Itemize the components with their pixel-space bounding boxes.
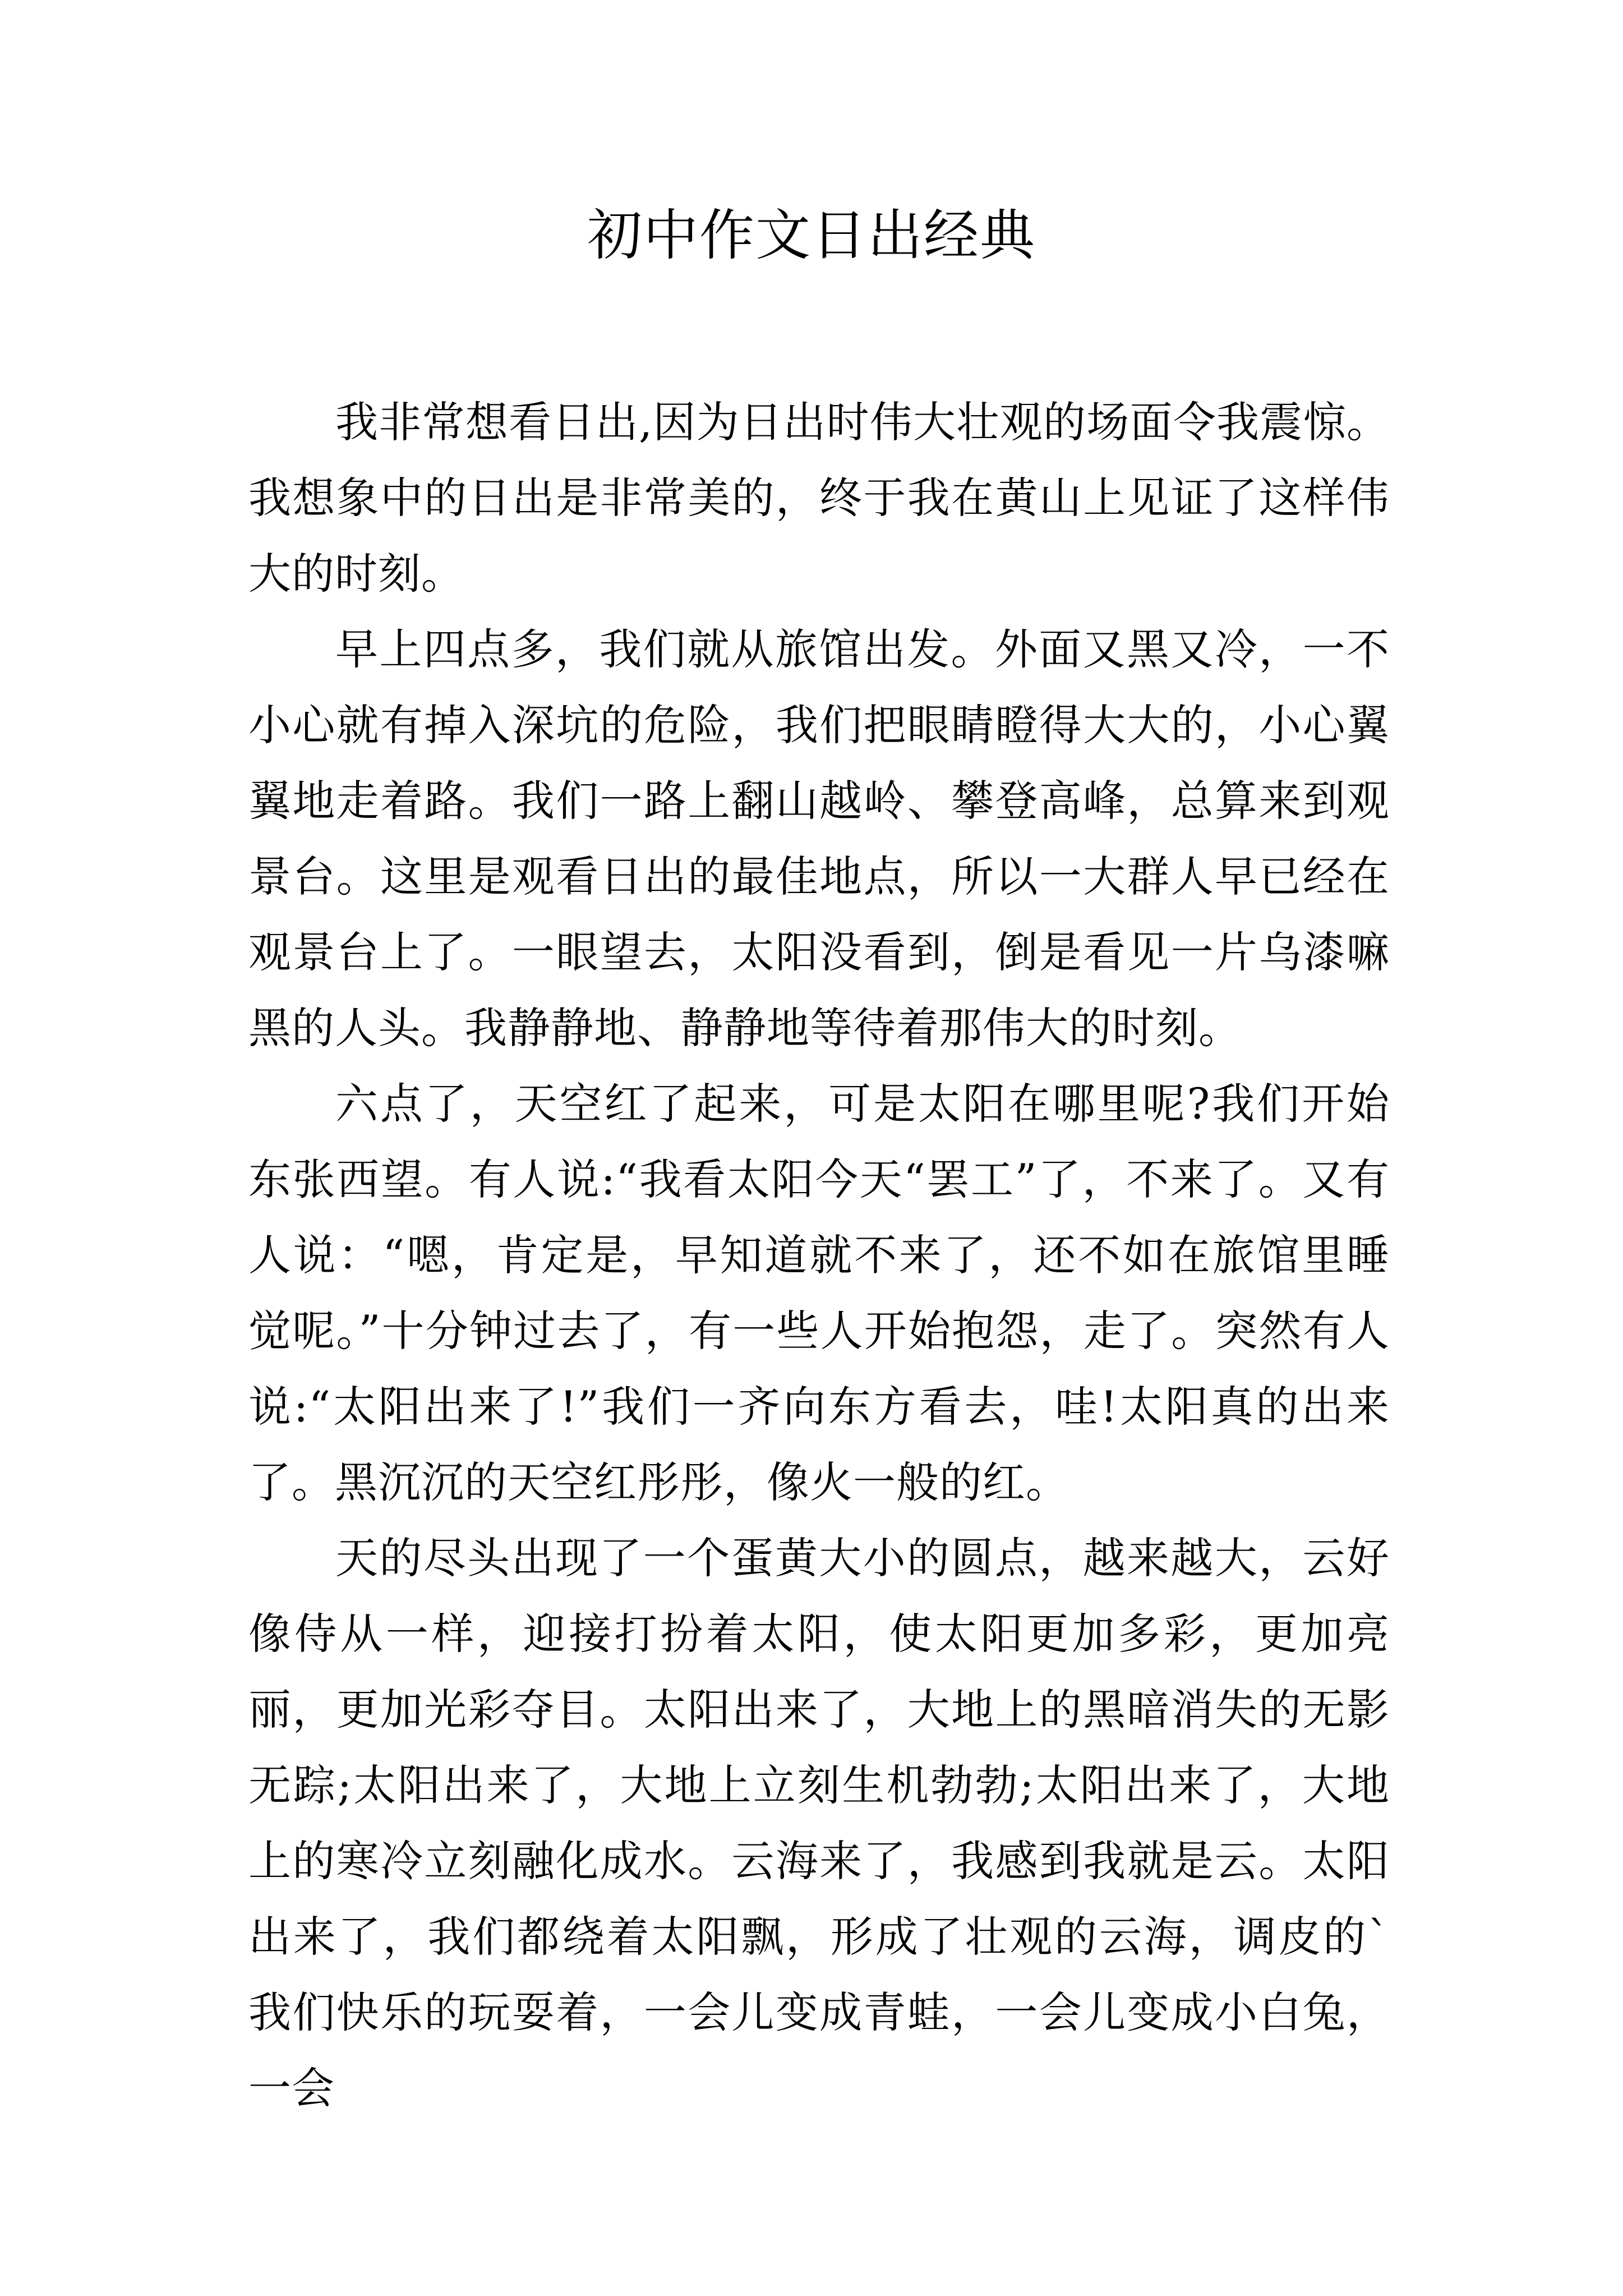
paragraph: 早上四点多，我们就从旅馆出发。外面又黑又冷，一不小心就有掉入深坑的危险，我们把眼睛瞪得大大的，小心翼翼地走着路。我们一路上翻山越岭、攀登高峰，总算来到观景台。这里是观看日出的最佳地点，所以一大群人早已经在观景台上了。一眼望去，太阳没看到，倒是看见一片乌漆嘛黑的人头。我静静地、静静地等待着那伟大的时刻。 (248, 624, 1390, 1053)
document-title: 初中作文日出经典 (587, 204, 1036, 268)
paragraph: 六点了，天空红了起来，可是太阳在哪里呢?我们开始东张西望。有人说:“我看太阳今天“罢工”了，不来了。又有人说：“嗯，肯定是，早知道就不来了，还不如在旅馆里睡觉呢。”十分钟过去了，有一些人开始抱怨，走了。突然有人说:“太阳出来了!”我们一齐向东方看去，哇!太阳真的出来了。黑沉沉的天空红彤彤，像火一般的红。 (248, 1079, 1390, 1507)
document-body (248, 384, 1390, 2126)
paragraph: 天的尽头出现了一个蛋黄大小的圆点，越来越大，云好像侍从一样，迎接打扮着太阳，使太阳更加多彩，更加亮丽，更加光彩夺目。太阳出来了，大地上的黑暗消失的无影无踪;太阳出来了，大地上立刻生机勃勃;太阳出来了，大地上的寒冷立刻融化成水。云海来了，我感到我就是云。太阳出来了，我们都绕着太阳飘，形成了壮观的云海，调皮的`我们快乐的玩耍着，一会儿变成青蛙，一会儿变成小白兔，一会 (248, 1533, 1390, 2113)
paragraph: 我非常想看日出,因为日出时伟大壮观的场面令我震惊。我想象中的日出是非常美的，终于我在黄山上见证了这样伟大的时刻。 (248, 397, 1390, 599)
